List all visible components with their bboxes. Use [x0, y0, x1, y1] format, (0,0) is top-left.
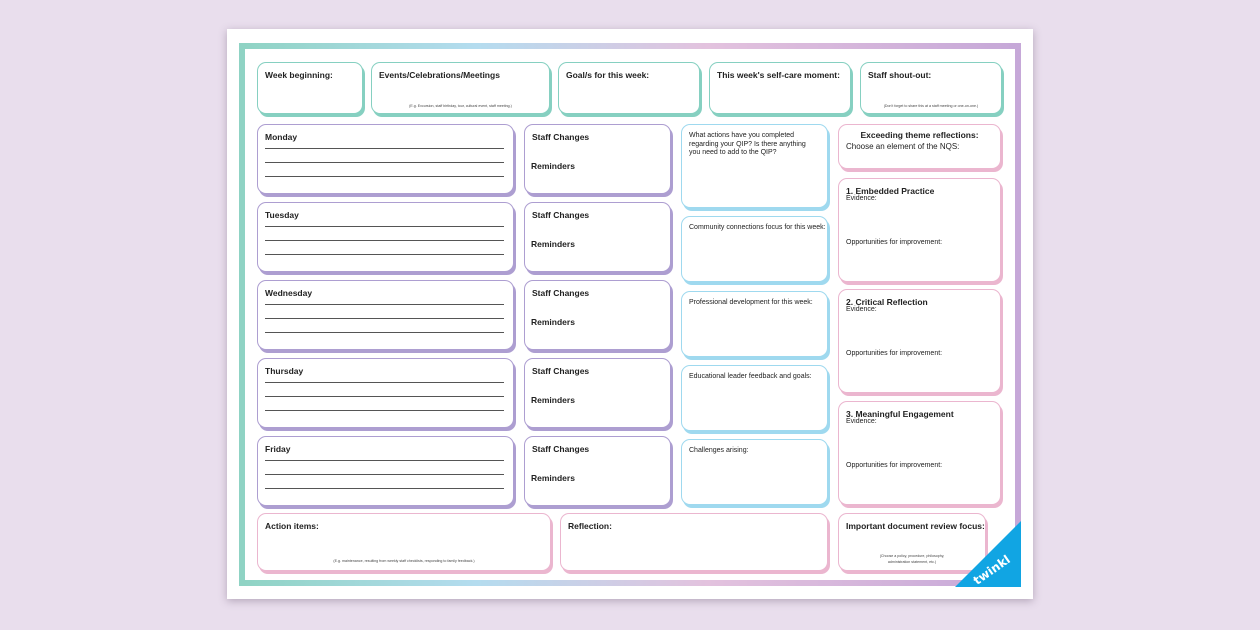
staff-changes-label: Staff Changes — [532, 210, 590, 220]
staff-box-monday — [524, 124, 671, 194]
reminders-label: Reminders — [531, 395, 575, 405]
writing-line — [265, 474, 504, 475]
day-box-wednesday — [257, 280, 514, 350]
events-label: Events/Celebrations/Meetings — [379, 70, 500, 80]
opportunities-label: Opportunities for improvement: — [846, 350, 943, 357]
shoutout-label: Staff shout-out: — [868, 70, 932, 80]
community-box — [681, 216, 828, 282]
writing-line — [265, 396, 504, 397]
community-label: Community connections focus for this week: — [689, 224, 826, 231]
writing-line — [265, 332, 504, 333]
events-note: (E.g. Excursion, staff birthday, tour, cultural event, staff meeting.) — [409, 104, 512, 108]
staff-changes-label: Staff Changes — [532, 288, 590, 298]
day-box-friday — [257, 436, 514, 506]
review-label: Important document review focus: — [846, 521, 985, 531]
staff-box-friday — [524, 436, 671, 506]
day-label: Monday — [265, 132, 298, 142]
leader-box — [681, 365, 828, 431]
events-box — [371, 62, 550, 114]
shoutout-note: (Don't forget to share this at a staff meeting or one-on-one.) — [883, 104, 979, 108]
writing-line — [265, 382, 504, 383]
writing-line — [265, 148, 504, 149]
writing-line — [265, 176, 504, 177]
reflection-label: Reflection: — [568, 521, 612, 531]
staff-changes-label: Staff Changes — [532, 132, 590, 142]
evidence-label: Evidence: — [846, 195, 877, 202]
reminders-label: Reminders — [531, 473, 575, 483]
nqs-box-1 — [838, 178, 1001, 282]
action-items-label: Action items: — [265, 521, 319, 531]
writing-line — [265, 240, 504, 241]
reminders-label: Reminders — [531, 317, 575, 327]
writing-line — [265, 254, 504, 255]
qip-box — [681, 124, 828, 208]
challenges-label: Challenges arising: — [689, 447, 749, 454]
goals-label: Goal/s for this week: — [566, 70, 650, 80]
day-box-thursday — [257, 358, 514, 428]
action-items-note: (E.g. maintenance, resulting from weekly staff checklists, responding to family feedback.) — [333, 559, 475, 563]
day-label: Tuesday — [265, 210, 299, 220]
week-beginning-label: Week beginning: — [265, 70, 333, 80]
reminders-label: Reminders — [531, 239, 575, 249]
staff-box-thursday — [524, 358, 671, 428]
staff-changes-label: Staff Changes — [532, 444, 590, 454]
writing-line — [265, 460, 504, 461]
theme-box — [838, 124, 1001, 169]
day-label: Thursday — [265, 366, 304, 376]
pd-box — [681, 291, 828, 357]
action-items-box — [257, 513, 551, 571]
nqs-section-title: 1. Embedded Practice — [846, 186, 935, 196]
theme-subtitle: Choose an element of the NQS: — [846, 142, 960, 151]
week-beginning-box — [257, 62, 363, 114]
brand-name: twinkl — [971, 552, 1014, 588]
staff-changes-label: Staff Changes — [532, 366, 590, 376]
qip-label: What actions have you completed regarding your QIP? Is there anything you need to add to the QIP? — [689, 132, 806, 156]
pd-label: Professional development for this week: — [689, 299, 813, 306]
nqs-section-title: 3. Meaningful Engagement — [846, 409, 954, 419]
selfcare-box — [709, 62, 851, 114]
nqs-box-3 — [838, 401, 1001, 505]
opportunities-label: Opportunities for improvement: — [846, 239, 943, 246]
review-note: administration statement, etc.) — [887, 560, 937, 564]
reflection-box — [560, 513, 828, 571]
evidence-label: Evidence: — [846, 306, 877, 313]
evidence-label: Evidence: — [846, 418, 877, 425]
selfcare-label: This week's self-care moment: — [717, 70, 840, 80]
reminders-label: Reminders — [531, 161, 575, 171]
leader-label: Educational leader feedback and goals: — [689, 373, 812, 380]
writing-line — [265, 318, 504, 319]
day-box-tuesday — [257, 202, 514, 272]
nqs-section-title: 2. Critical Reflection — [846, 297, 928, 307]
challenges-box — [681, 439, 828, 505]
opportunities-label: Opportunities for improvement: — [846, 462, 943, 469]
twinkl-badge — [955, 521, 1021, 587]
day-label: Wednesday — [265, 288, 313, 298]
theme-title: Exceeding theme reflections: — [860, 130, 979, 140]
day-label: Friday — [265, 444, 291, 454]
planner-sheet — [227, 29, 1033, 599]
day-box-monday — [257, 124, 514, 194]
writing-line — [265, 162, 504, 163]
staff-box-wednesday — [524, 280, 671, 350]
shoutout-box — [860, 62, 1002, 114]
writing-line — [265, 410, 504, 411]
review-note: (Choose a policy, procedure, philosophy, — [879, 554, 945, 558]
writing-line — [265, 488, 504, 489]
writing-line — [265, 304, 504, 305]
writing-line — [265, 226, 504, 227]
staff-box-tuesday — [524, 202, 671, 272]
nqs-box-2 — [838, 289, 1001, 393]
goals-box — [558, 62, 700, 114]
